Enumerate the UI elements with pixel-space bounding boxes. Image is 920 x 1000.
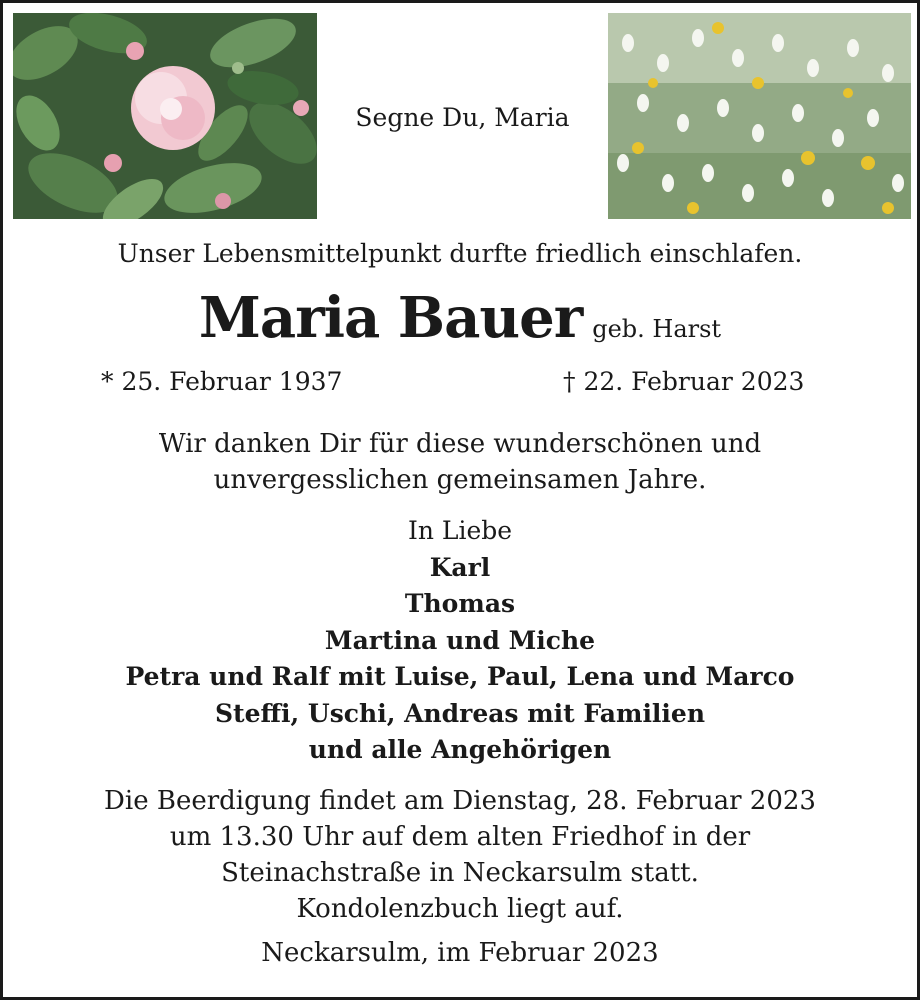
family-intro: In Liebe (407, 516, 513, 545)
family-name: Steffi, Uschi, Andreas mit Familien (214, 698, 706, 728)
birth-date: * 25. Februar 1937 (101, 367, 343, 396)
maiden-name: geb. Harst (592, 315, 722, 343)
thanks-text (3, 426, 917, 498)
funeral-line: Die Beerdigung findet am Dienstag, 28. Februar 2023 (104, 786, 816, 816)
death-date: † 22. Februar 2023 (563, 367, 805, 396)
thanks-line: unvergesslichen gemeinsamen Jahre. (213, 465, 707, 495)
deceased-name-row (3, 285, 917, 351)
family-name: Thomas (404, 589, 516, 618)
family-name: Karl (429, 552, 491, 582)
thanks-line: Wir danken Dir für diese wunderschönen und (158, 429, 762, 459)
snowdrops-winter-aconite-photo (608, 13, 911, 219)
funeral-info (3, 783, 917, 927)
family-name: und alle Angehörigen (308, 735, 612, 764)
funeral-line: Steinachstraße in Neckarsulm statt. (221, 858, 699, 888)
funeral-line: um 13.30 Uhr auf dem alten Friedhof in der (169, 822, 751, 852)
family-name: Martina und Miche (324, 625, 596, 655)
family-name: Petra und Ralf mit Luise, Paul, Lena und Marco (125, 662, 795, 691)
deceased-name: Maria Bauer (198, 285, 583, 351)
funeral-line: Kondolenzbuch liegt auf. (296, 894, 624, 924)
place-and-date: Neckarsulm, im Februar 2023 (261, 938, 659, 968)
intro-text: Unser Lebensmittelpunkt durfte friedlich einschlafen. (117, 239, 803, 268)
motto: Segne Du, Maria (355, 103, 570, 132)
family-block (3, 513, 917, 769)
camellia-flower-photo (13, 13, 317, 219)
